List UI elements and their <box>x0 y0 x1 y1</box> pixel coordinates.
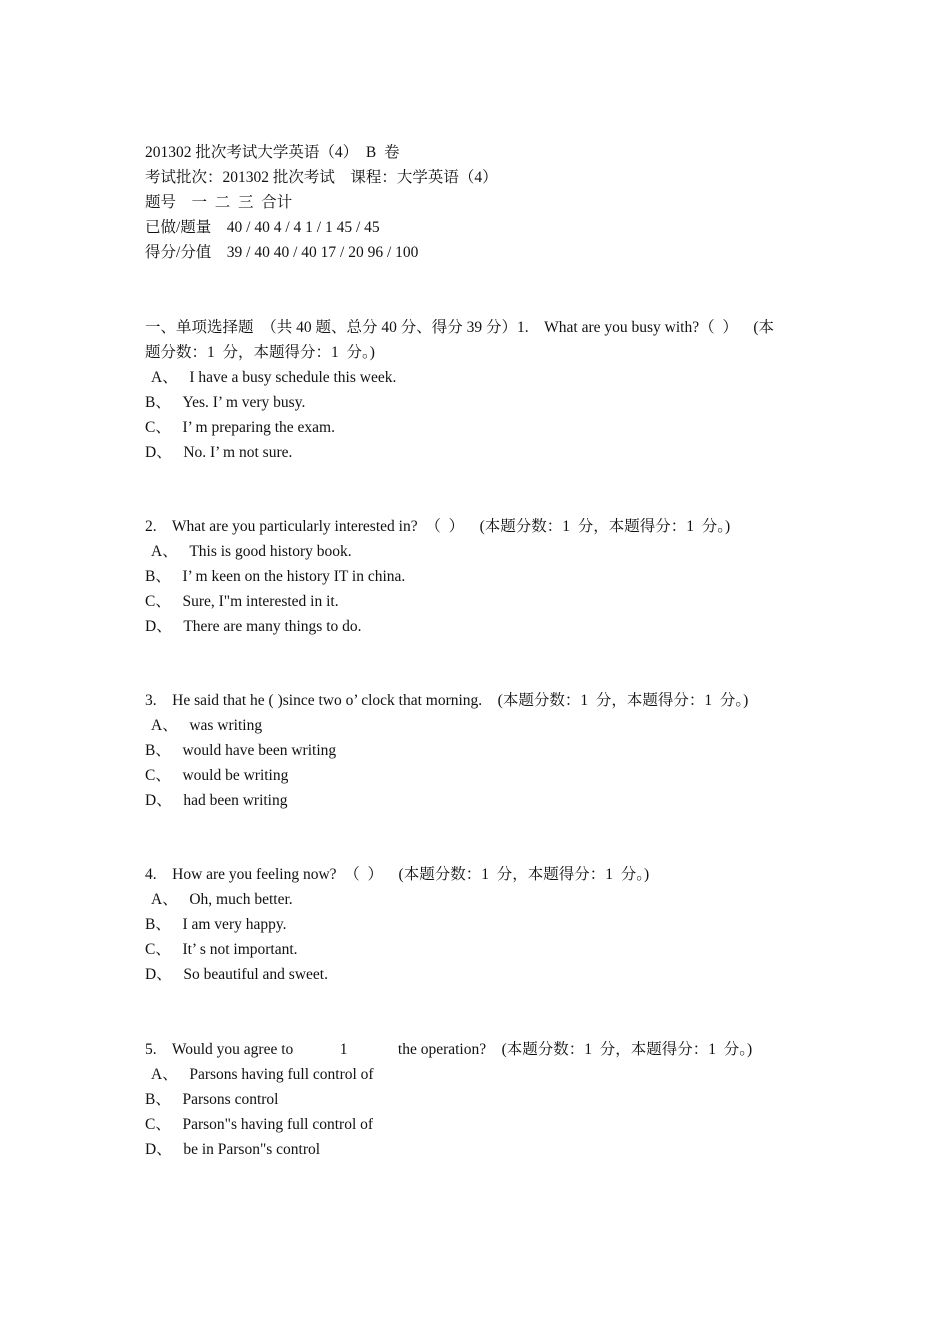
q5-option-d: D、 be in Parson"s control <box>145 1141 321 1158</box>
score-table-done-row: 已做/题量 40 / 40 4 / 4 1 / 1 45 / 45 <box>145 219 380 236</box>
q3-option-b: B、 would have been writing <box>145 742 337 759</box>
section-intro: 一、单项选择题 （共 40 题、总分 40 分、得分 39 分）1. What are you busy with?（ ） (本 <box>145 319 774 336</box>
q2-option-c: C、 Sure, I"m interested in it. <box>145 593 339 610</box>
q5-option-b: B、 Parsons control <box>145 1091 279 1108</box>
q2-option-a: A、 This is good history book. <box>151 543 352 560</box>
q1-option-c: C、 I’ m preparing the exam. <box>145 419 335 436</box>
q4-stem: 4. How are you feeling now? （ ） (本题分数：1 分，本题得分：1 分。) <box>145 866 650 883</box>
q2-option-b: B、 I’ m keen on the history IT in china. <box>145 568 406 585</box>
q1-option-d: D、 No. I’ m not sure. <box>145 444 293 461</box>
exam-info: 考试批次：201302 批次考试 课程：大学英语（4） <box>145 169 498 186</box>
q3-stem: 3. He said that he ( )since two o’ clock that morning. (本题分数：1 分，本题得分：1 分。) <box>145 692 749 709</box>
q5-stem: 5. Would you agree to 1 the operation? (本题分数：1 分，本题得分：1 分。) <box>145 1041 753 1058</box>
q1-option-a: A、 I have a busy schedule this week. <box>151 369 397 386</box>
q2-stem: 2. What are you particularly interested in? （ ） (本题分数：1 分，本题得分：1 分。) <box>145 518 731 535</box>
q5-option-a: A、 Parsons having full control of <box>151 1066 374 1083</box>
q4-option-b: B、 I am very happy. <box>145 916 287 933</box>
q2-option-d: D、 There are many things to do. <box>145 618 362 635</box>
exam-title: 201302 批次考试大学英语（4） B 卷 <box>145 144 400 161</box>
q1-option-b: B、 Yes. I’ m very busy. <box>145 394 306 411</box>
section-intro-cont: 题分数：1 分，本题得分：1 分。) <box>145 344 375 361</box>
q4-option-d: D、 So beautiful and sweet. <box>145 966 328 983</box>
score-table-header: 题号 一 二 三 合计 <box>145 194 293 211</box>
q3-option-c: C、 would be writing <box>145 767 289 784</box>
q3-option-a: A、 was writing <box>151 717 263 734</box>
q3-option-d: D、 had been writing <box>145 792 288 809</box>
q4-option-a: A、 Oh, much better. <box>151 891 293 908</box>
q4-option-c: C、 It’ s not important. <box>145 941 298 958</box>
score-table-score-row: 得分/分值 39 / 40 40 / 40 17 / 20 96 / 100 <box>145 244 419 261</box>
q5-option-c: C、 Parson"s having full control of <box>145 1116 374 1133</box>
